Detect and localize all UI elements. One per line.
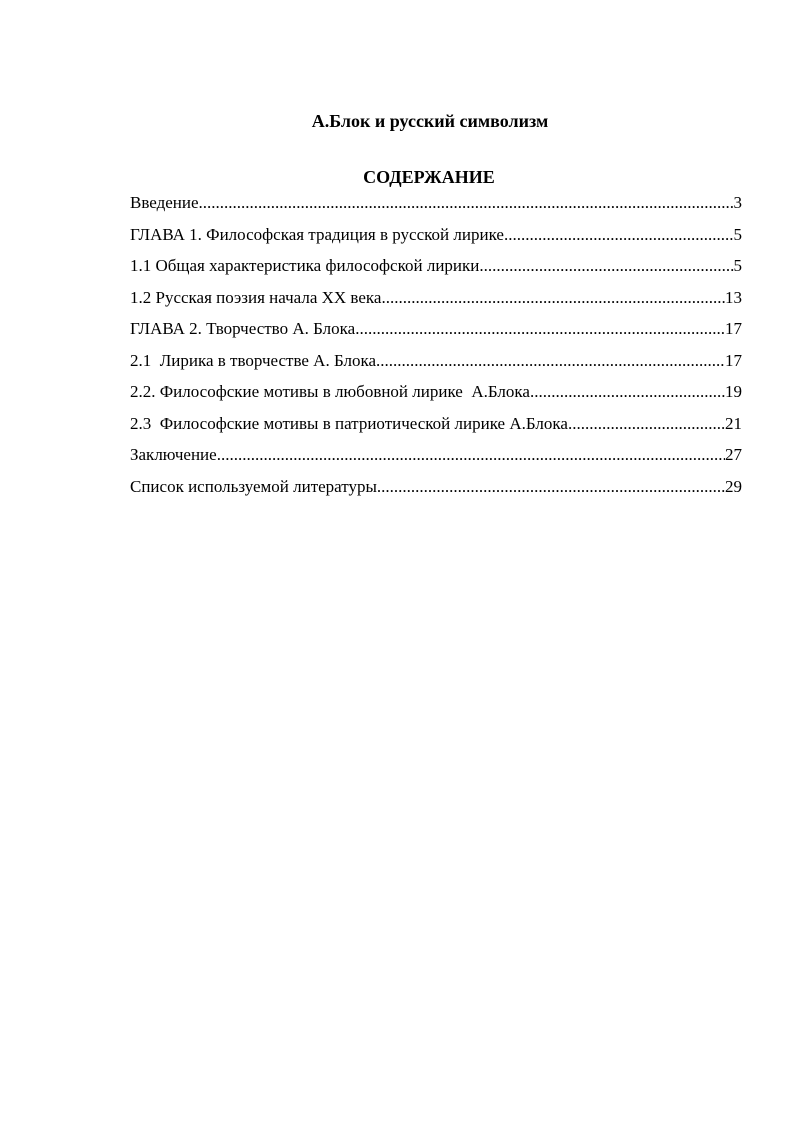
toc-entry-page: 5 bbox=[733, 256, 742, 275]
toc-entry-page: 17 bbox=[725, 319, 742, 338]
toc-entry-page: 27 bbox=[725, 445, 742, 464]
toc-entry-page: 3 bbox=[733, 193, 742, 212]
toc-leader-dots bbox=[504, 222, 734, 248]
toc-entry-section-2-2 bbox=[130, 379, 742, 411]
toc-heading: СОДЕРЖАНИЕ bbox=[363, 167, 495, 187]
toc-entry-label: 2.1 Лирика в творчестве А. Блока bbox=[130, 350, 377, 370]
toc-entry-label: 1.1 Общая характеристика философской лирики bbox=[130, 256, 480, 275]
toc-entry-label: Введение bbox=[130, 193, 199, 212]
toc-entry-label: Список используемой литературы bbox=[130, 476, 377, 496]
toc-entry-section-2-3 bbox=[130, 411, 742, 443]
toc-entry-label: ГЛАВА 2. Творчество А. Блока bbox=[130, 319, 356, 338]
toc-entry-section-1-2 bbox=[130, 285, 742, 317]
table-of-contents bbox=[130, 190, 742, 505]
toc-entry-bibliography bbox=[130, 474, 742, 506]
toc-entry-label: Заключение bbox=[130, 445, 217, 464]
document-title: А.Блок и русский символизм bbox=[311, 111, 549, 131]
toc-entry-conclusion bbox=[130, 442, 742, 474]
toc-entry-page: 17 bbox=[725, 350, 742, 370]
toc-entry-page: 13 bbox=[725, 287, 742, 307]
toc-leader-dots bbox=[479, 253, 733, 279]
toc-entry-chapter-2 bbox=[130, 316, 742, 348]
toc-entry-section-1-1 bbox=[130, 253, 742, 285]
toc-entry-label: 1.2 Русская поэзия начала XX века bbox=[130, 287, 382, 307]
toc-entry-page: 21 bbox=[725, 413, 742, 433]
toc-entry-page: 5 bbox=[733, 224, 742, 244]
toc-leader-dots bbox=[377, 474, 725, 500]
toc-entry-section-2-1 bbox=[130, 348, 742, 380]
toc-leader-dots bbox=[381, 285, 725, 311]
toc-entry-label: ГЛАВА 1. Философская традиция в русской лирике bbox=[130, 224, 504, 244]
toc-entry-introduction bbox=[130, 190, 742, 222]
toc-leader-dots bbox=[376, 348, 725, 374]
toc-leader-dots bbox=[355, 316, 725, 342]
toc-entry-page: 19 bbox=[725, 382, 742, 401]
toc-entry-label: 2.2. Философские мотивы в любовной лирике А.Блока bbox=[130, 382, 530, 401]
toc-entry-chapter-1 bbox=[130, 222, 742, 254]
toc-leader-dots bbox=[530, 379, 725, 405]
toc-entry-label: 2.3 Философские мотивы в патриотической лирике А.Блока bbox=[130, 413, 568, 433]
toc-entry-page: 29 bbox=[725, 476, 742, 496]
toc-leader-dots bbox=[217, 442, 725, 468]
toc-leader-dots bbox=[568, 411, 725, 437]
toc-leader-dots bbox=[199, 190, 734, 216]
